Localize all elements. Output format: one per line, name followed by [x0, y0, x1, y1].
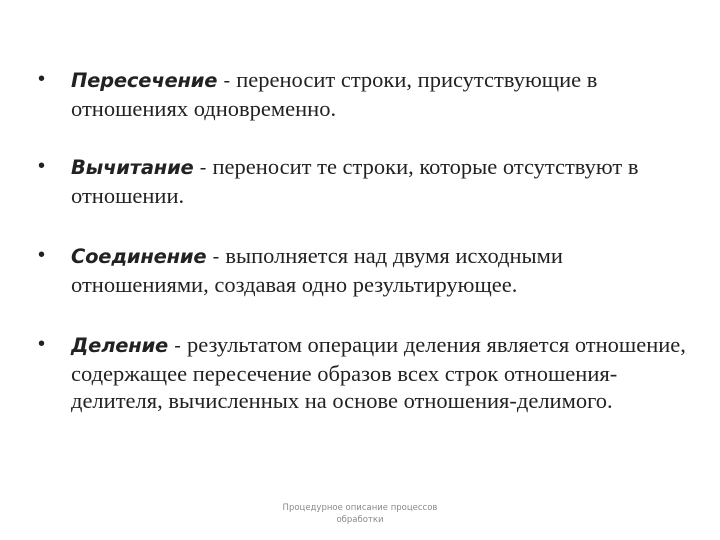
- term-separator: -: [206, 246, 226, 268]
- footer-line-1: Процедурное описание процессов: [282, 503, 438, 513]
- bullet-item-join: [36, 242, 696, 298]
- definition-join: выполняется над двумя исходными отношениями, создавая одно результирующее.: [71, 243, 563, 297]
- term-intersection: Пересечение: [71, 69, 218, 92]
- term-separator: -: [217, 70, 237, 92]
- term-join: Соединение: [71, 245, 207, 268]
- bullet-marker: •: [38, 333, 46, 355]
- bullet-marker: •: [38, 155, 46, 177]
- bullet-item-subtraction: [36, 153, 696, 209]
- bullet-list: [36, 66, 696, 445]
- footer-line-2: обработки: [336, 515, 384, 525]
- definition-subtraction: переносит те строки, которые отсутствуют в отношении.: [71, 154, 639, 208]
- bullet-item-division: [36, 331, 696, 414]
- bullet-marker: •: [38, 244, 46, 266]
- definition-intersection: переносит строки, присутствующие в отношениях одновременно.: [71, 67, 598, 121]
- slide-footer: [240, 502, 480, 526]
- definition-division: результатом операции деления является отношение, содержащее пересечение образов всех строк отношения-делителя, вычисленных на основе отношения-делимого.: [71, 332, 686, 413]
- term-separator: -: [168, 335, 187, 357]
- term-division: Деление: [71, 334, 169, 357]
- term-subtraction: Вычитание: [71, 156, 194, 179]
- bullet-item-intersection: [36, 66, 696, 122]
- term-separator: -: [193, 157, 213, 179]
- bullet-marker: •: [38, 68, 46, 90]
